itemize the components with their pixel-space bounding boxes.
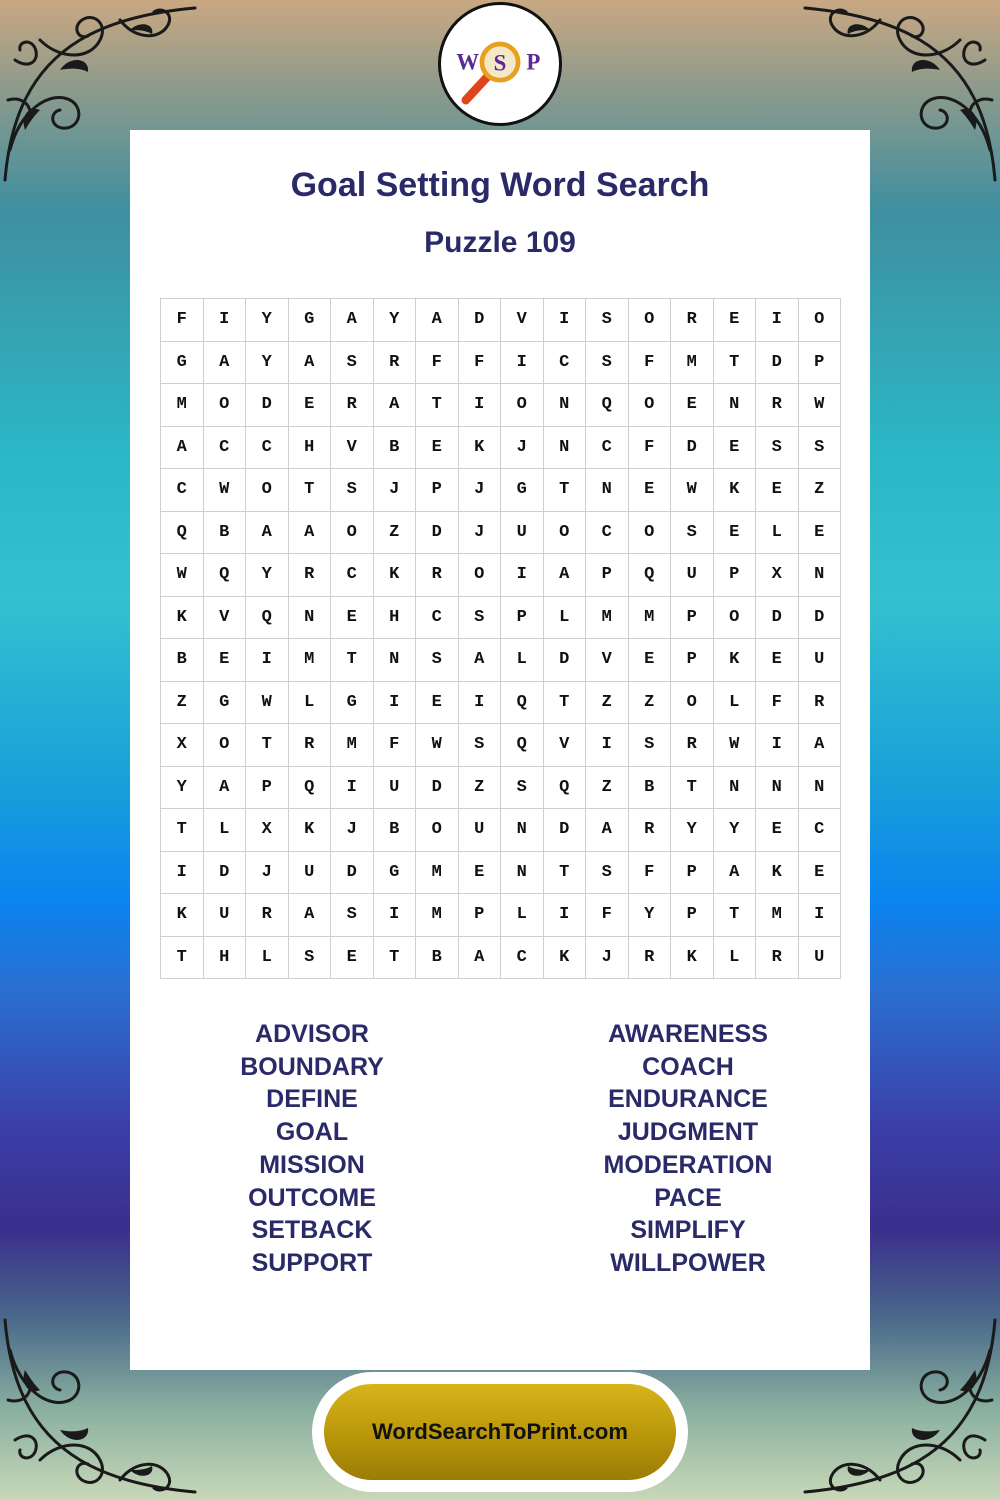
grid-cell[interactable]: U	[204, 894, 247, 937]
grid-cell[interactable]: E	[756, 809, 799, 852]
grid-cell[interactable]: I	[799, 894, 842, 937]
grid-cell[interactable]: N	[586, 469, 629, 512]
grid-cell[interactable]: A	[714, 852, 757, 895]
grid-cell[interactable]: N	[714, 384, 757, 427]
grid-cell[interactable]: I	[331, 767, 374, 810]
grid-cell[interactable]: N	[289, 597, 332, 640]
word-item: BOUNDARY	[240, 1052, 384, 1081]
grid-cell[interactable]: S	[586, 342, 629, 385]
grid-cell[interactable]: D	[204, 852, 247, 895]
website-link[interactable]: WordSearchToPrint.com	[324, 1384, 676, 1480]
grid-cell[interactable]: V	[544, 724, 587, 767]
grid-cell[interactable]: Z	[459, 767, 502, 810]
grid-cell[interactable]: R	[374, 342, 417, 385]
grid-cell[interactable]: Z	[629, 682, 672, 725]
grid-cell[interactable]: A	[331, 299, 374, 342]
grid-cell[interactable]: K	[459, 427, 502, 470]
grid-cell[interactable]: R	[629, 809, 672, 852]
grid-cell[interactable]: E	[714, 427, 757, 470]
grid-cell[interactable]: F	[756, 682, 799, 725]
grid-cell[interactable]: E	[714, 299, 757, 342]
grid-cell[interactable]: T	[246, 724, 289, 767]
grid-cell[interactable]: I	[544, 299, 587, 342]
grid-cell[interactable]: C	[331, 554, 374, 597]
grid-cell[interactable]: J	[459, 469, 502, 512]
grid-cell[interactable]: A	[161, 427, 204, 470]
grid-cell[interactable]: P	[671, 639, 714, 682]
grid-cell[interactable]: R	[289, 724, 332, 767]
grid-cell[interactable]: S	[331, 894, 374, 937]
grid-cell[interactable]: Q	[629, 554, 672, 597]
grid-cell[interactable]: I	[204, 299, 247, 342]
grid-cell[interactable]: K	[161, 894, 204, 937]
grid-cell[interactable]: T	[714, 894, 757, 937]
grid-cell[interactable]: Y	[246, 342, 289, 385]
grid-cell[interactable]: T	[544, 469, 587, 512]
grid-cell[interactable]: U	[799, 937, 842, 980]
word-item: ENDURANCE	[608, 1085, 768, 1114]
grid-cell[interactable]: L	[501, 894, 544, 937]
grid-cell[interactable]: A	[204, 767, 247, 810]
word-item: DEFINE	[266, 1085, 358, 1114]
grid-cell[interactable]: O	[459, 554, 502, 597]
grid-cell[interactable]: R	[629, 937, 672, 980]
grid-cell[interactable]: S	[799, 427, 842, 470]
word-item: OUTCOME	[248, 1183, 376, 1212]
grid-cell[interactable]: C	[246, 427, 289, 470]
grid-cell[interactable]: G	[161, 342, 204, 385]
puzzle-card	[130, 130, 870, 1370]
grid-cell[interactable]: A	[289, 512, 332, 555]
grid-cell[interactable]: O	[416, 809, 459, 852]
website-badge	[312, 1372, 688, 1492]
grid-cell[interactable]: J	[374, 469, 417, 512]
grid-cell[interactable]: R	[671, 299, 714, 342]
word-list-right-column	[538, 1018, 838, 1280]
grid-cell[interactable]: S	[459, 724, 502, 767]
grid-cell[interactable]: L	[246, 937, 289, 980]
grid-cell[interactable]: F	[416, 342, 459, 385]
grid-cell[interactable]: Y	[161, 767, 204, 810]
grid-cell[interactable]: T	[714, 342, 757, 385]
grid-cell[interactable]: O	[629, 512, 672, 555]
grid-cell[interactable]: E	[629, 469, 672, 512]
grid-cell[interactable]: W	[671, 469, 714, 512]
grid-cell[interactable]: M	[671, 342, 714, 385]
grid-cell[interactable]: I	[586, 724, 629, 767]
grid-cell[interactable]: R	[331, 384, 374, 427]
grid-cell[interactable]: B	[629, 767, 672, 810]
grid-cell[interactable]: T	[331, 639, 374, 682]
grid-cell[interactable]: N	[714, 767, 757, 810]
grid-cell[interactable]: Q	[501, 682, 544, 725]
grid-cell[interactable]: J	[331, 809, 374, 852]
grid-cell[interactable]: P	[586, 554, 629, 597]
grid-cell[interactable]: U	[459, 809, 502, 852]
grid-cell[interactable]: P	[671, 852, 714, 895]
grid-cell[interactable]: R	[289, 554, 332, 597]
grid-cell[interactable]: M	[416, 852, 459, 895]
grid-cell[interactable]: T	[289, 469, 332, 512]
grid-cell[interactable]: G	[289, 299, 332, 342]
grid-cell[interactable]: M	[629, 597, 672, 640]
grid-cell[interactable]: V	[501, 299, 544, 342]
grid-cell[interactable]: I	[374, 682, 417, 725]
grid-cell[interactable]: I	[161, 852, 204, 895]
grid-cell[interactable]: M	[161, 384, 204, 427]
grid-cell[interactable]: A	[246, 512, 289, 555]
grid-cell[interactable]: Y	[671, 809, 714, 852]
grid-cell[interactable]: C	[586, 427, 629, 470]
grid-cell[interactable]: M	[289, 639, 332, 682]
grid-cell[interactable]: Q	[246, 597, 289, 640]
grid-cell[interactable]: U	[289, 852, 332, 895]
grid-cell[interactable]: V	[586, 639, 629, 682]
grid-cell[interactable]: Q	[544, 767, 587, 810]
grid-cell[interactable]: N	[501, 809, 544, 852]
grid-cell[interactable]: F	[629, 342, 672, 385]
word-item: AWARENESS	[608, 1020, 768, 1048]
grid-cell[interactable]: L	[756, 512, 799, 555]
grid-cell[interactable]: D	[756, 342, 799, 385]
grid-cell[interactable]: O	[629, 299, 672, 342]
logo-letter-s: S	[493, 50, 507, 76]
grid-cell[interactable]: C	[799, 809, 842, 852]
grid-cell[interactable]: T	[544, 852, 587, 895]
grid-cell[interactable]: N	[544, 384, 587, 427]
grid-cell[interactable]: U	[799, 639, 842, 682]
grid-cell[interactable]: G	[331, 682, 374, 725]
grid-cell[interactable]: V	[331, 427, 374, 470]
grid-cell[interactable]: D	[416, 767, 459, 810]
grid-cell[interactable]: P	[799, 342, 842, 385]
grid-cell[interactable]: M	[416, 894, 459, 937]
word-item: COACH	[642, 1052, 734, 1081]
grid-cell[interactable]: O	[544, 512, 587, 555]
grid-cell[interactable]: L	[714, 682, 757, 725]
grid-cell[interactable]: L	[204, 809, 247, 852]
grid-cell[interactable]: S	[501, 767, 544, 810]
grid-cell[interactable]: L	[544, 597, 587, 640]
grid-cell[interactable]: S	[331, 342, 374, 385]
grid-cell[interactable]: C	[586, 512, 629, 555]
letter-grid	[160, 298, 841, 979]
grid-cell[interactable]: U	[374, 767, 417, 810]
grid-cell[interactable]: K	[374, 554, 417, 597]
grid-cell[interactable]: L	[501, 639, 544, 682]
grid-cell[interactable]: E	[799, 852, 842, 895]
grid-cell[interactable]: B	[374, 809, 417, 852]
grid-cell[interactable]: F	[161, 299, 204, 342]
grid-cell[interactable]: Y	[374, 299, 417, 342]
grid-cell[interactable]: W	[799, 384, 842, 427]
grid-cell[interactable]: Q	[289, 767, 332, 810]
grid-cell[interactable]: L	[714, 937, 757, 980]
grid-cell[interactable]: N	[544, 427, 587, 470]
grid-cell[interactable]: W	[246, 682, 289, 725]
grid-cell[interactable]: C	[544, 342, 587, 385]
grid-cell[interactable]: K	[544, 937, 587, 980]
grid-cell[interactable]: J	[246, 852, 289, 895]
grid-cell[interactable]: A	[586, 809, 629, 852]
grid-cell[interactable]: O	[629, 384, 672, 427]
grid-cell[interactable]: N	[501, 852, 544, 895]
grid-cell[interactable]: E	[331, 937, 374, 980]
grid-cell[interactable]: H	[204, 937, 247, 980]
grid-cell[interactable]: I	[374, 894, 417, 937]
grid-cell[interactable]: Q	[501, 724, 544, 767]
grid-cell[interactable]: P	[501, 597, 544, 640]
grid-cell[interactable]: U	[671, 554, 714, 597]
grid-cell[interactable]: P	[459, 894, 502, 937]
grid-cell[interactable]: Z	[799, 469, 842, 512]
grid-cell[interactable]: Q	[204, 554, 247, 597]
grid-cell[interactable]: T	[161, 809, 204, 852]
grid-cell[interactable]: D	[246, 384, 289, 427]
grid-cell[interactable]: W	[161, 554, 204, 597]
grid-cell[interactable]: H	[289, 427, 332, 470]
grid-cell[interactable]: O	[331, 512, 374, 555]
grid-cell[interactable]: X	[161, 724, 204, 767]
grid-cell[interactable]: S	[586, 299, 629, 342]
grid-cell[interactable]: C	[204, 427, 247, 470]
grid-cell[interactable]: A	[416, 299, 459, 342]
grid-cell[interactable]: R	[416, 554, 459, 597]
grid-cell[interactable]: X	[246, 809, 289, 852]
grid-cell[interactable]: K	[714, 639, 757, 682]
grid-cell[interactable]: A	[289, 342, 332, 385]
grid-cell[interactable]: O	[246, 469, 289, 512]
grid-cell[interactable]: D	[799, 597, 842, 640]
grid-cell[interactable]: F	[629, 427, 672, 470]
grid-cell[interactable]: P	[714, 554, 757, 597]
word-item: SUPPORT	[251, 1248, 373, 1277]
grid-cell[interactable]: D	[331, 852, 374, 895]
word-item: PACE	[654, 1183, 722, 1212]
word-item: MISSION	[259, 1150, 365, 1179]
grid-cell[interactable]: J	[459, 512, 502, 555]
grid-cell[interactable]: S	[756, 427, 799, 470]
grid-cell[interactable]: M	[756, 894, 799, 937]
grid-cell[interactable]: K	[671, 937, 714, 980]
grid-cell[interactable]: D	[416, 512, 459, 555]
word-item: ADVISOR	[255, 1020, 369, 1048]
grid-cell[interactable]: Q	[161, 512, 204, 555]
grid-cell[interactable]: S	[629, 724, 672, 767]
grid-cell[interactable]: N	[799, 767, 842, 810]
grid-cell[interactable]: E	[671, 384, 714, 427]
grid-cell[interactable]: X	[756, 554, 799, 597]
grid-cell[interactable]: R	[246, 894, 289, 937]
grid-cell[interactable]: Q	[586, 384, 629, 427]
grid-cell[interactable]: N	[756, 767, 799, 810]
grid-cell[interactable]: F	[459, 342, 502, 385]
grid-cell[interactable]: P	[416, 469, 459, 512]
grid-cell[interactable]: E	[204, 639, 247, 682]
grid-cell[interactable]: B	[416, 937, 459, 980]
grid-cell[interactable]: A	[459, 937, 502, 980]
grid-cell[interactable]: K	[714, 469, 757, 512]
grid-cell[interactable]: Z	[586, 682, 629, 725]
grid-cell[interactable]: Y	[629, 894, 672, 937]
grid-cell[interactable]: Z	[374, 512, 417, 555]
grid-cell[interactable]: O	[501, 384, 544, 427]
puzzle-number: Puzzle 109	[424, 226, 576, 259]
grid-cell[interactable]: O	[204, 724, 247, 767]
grid-cell[interactable]: E	[756, 469, 799, 512]
grid-cell[interactable]: A	[544, 554, 587, 597]
grid-cell[interactable]: I	[544, 894, 587, 937]
grid-cell[interactable]: Y	[246, 554, 289, 597]
grid-cell[interactable]: B	[374, 427, 417, 470]
grid-cell[interactable]: K	[289, 809, 332, 852]
grid-cell[interactable]: W	[204, 469, 247, 512]
grid-cell[interactable]: H	[374, 597, 417, 640]
grid-cell[interactable]: D	[671, 427, 714, 470]
grid-cell[interactable]: R	[756, 384, 799, 427]
grid-cell[interactable]: S	[289, 937, 332, 980]
grid-cell[interactable]: I	[459, 384, 502, 427]
grid-cell[interactable]: W	[416, 724, 459, 767]
grid-cell[interactable]: D	[544, 809, 587, 852]
word-item: GOAL	[275, 1118, 349, 1147]
grid-cell[interactable]: S	[331, 469, 374, 512]
grid-cell[interactable]: E	[756, 639, 799, 682]
grid-cell[interactable]: I	[501, 554, 544, 597]
grid-cell[interactable]: A	[204, 342, 247, 385]
grid-cell[interactable]: L	[289, 682, 332, 725]
grid-cell[interactable]: P	[671, 894, 714, 937]
grid-cell[interactable]: P	[246, 767, 289, 810]
grid-cell[interactable]: G	[204, 682, 247, 725]
grid-cell[interactable]: O	[671, 682, 714, 725]
grid-cell[interactable]: S	[586, 852, 629, 895]
grid-cell[interactable]: E	[714, 512, 757, 555]
word-item: WILLPOWER	[610, 1248, 766, 1277]
grid-cell[interactable]: T	[671, 767, 714, 810]
grid-cell[interactable]: Z	[161, 682, 204, 725]
grid-cell[interactable]: K	[756, 852, 799, 895]
grid-cell[interactable]: Y	[246, 299, 289, 342]
grid-cell[interactable]: A	[374, 384, 417, 427]
grid-cell[interactable]: A	[289, 894, 332, 937]
word-item: MODERATION	[603, 1150, 773, 1179]
grid-cell[interactable]: N	[799, 554, 842, 597]
grid-cell[interactable]: E	[459, 852, 502, 895]
grid-cell[interactable]: I	[756, 299, 799, 342]
grid-cell[interactable]: E	[629, 639, 672, 682]
grid-cell[interactable]: B	[204, 512, 247, 555]
grid-cell[interactable]: G	[374, 852, 417, 895]
grid-cell[interactable]: P	[671, 597, 714, 640]
grid-cell[interactable]: S	[459, 597, 502, 640]
grid-cell[interactable]: T	[374, 937, 417, 980]
logo-letter-w: W	[456, 49, 480, 75]
grid-cell[interactable]: C	[416, 597, 459, 640]
grid-cell[interactable]: J	[501, 427, 544, 470]
grid-cell[interactable]: O	[714, 597, 757, 640]
grid-cell[interactable]: W	[714, 724, 757, 767]
grid-cell[interactable]: K	[161, 597, 204, 640]
grid-cell[interactable]: M	[586, 597, 629, 640]
grid-cell[interactable]: V	[204, 597, 247, 640]
grid-cell[interactable]: A	[799, 724, 842, 767]
word-item: SETBACK	[251, 1216, 373, 1245]
grid-cell[interactable]: N	[374, 639, 417, 682]
grid-cell[interactable]: J	[586, 937, 629, 980]
grid-cell[interactable]: C	[161, 469, 204, 512]
grid-cell[interactable]: O	[204, 384, 247, 427]
grid-cell[interactable]: R	[671, 724, 714, 767]
grid-cell[interactable]: R	[799, 682, 842, 725]
grid-cell[interactable]: R	[756, 937, 799, 980]
grid-cell[interactable]: S	[416, 639, 459, 682]
site-logo[interactable]	[438, 2, 562, 126]
grid-cell[interactable]: D	[756, 597, 799, 640]
grid-cell[interactable]: I	[501, 342, 544, 385]
grid-cell[interactable]: F	[586, 894, 629, 937]
word-list-left-column	[162, 1018, 462, 1280]
magnifier-logo-icon	[441, 5, 559, 123]
grid-cell[interactable]: G	[501, 469, 544, 512]
grid-cell[interactable]: D	[544, 639, 587, 682]
grid-cell[interactable]: T	[416, 384, 459, 427]
grid-cell[interactable]: O	[799, 299, 842, 342]
grid-cell[interactable]: E	[416, 427, 459, 470]
grid-cell[interactable]: T	[161, 937, 204, 980]
grid-cell[interactable]: D	[459, 299, 502, 342]
logo-letter-p: P	[526, 49, 541, 75]
grid-cell[interactable]: C	[501, 937, 544, 980]
grid-cell[interactable]: E	[331, 597, 374, 640]
grid-cell[interactable]: Z	[586, 767, 629, 810]
grid-cell[interactable]: E	[799, 512, 842, 555]
grid-cell[interactable]: B	[161, 639, 204, 682]
grid-cell[interactable]: E	[416, 682, 459, 725]
grid-cell[interactable]: F	[374, 724, 417, 767]
grid-cell[interactable]: S	[671, 512, 714, 555]
grid-cell[interactable]: I	[756, 724, 799, 767]
grid-cell[interactable]: M	[331, 724, 374, 767]
puzzle-title: Goal Setting Word Search	[290, 166, 710, 204]
grid-cell[interactable]: U	[501, 512, 544, 555]
grid-cell[interactable]: A	[459, 639, 502, 682]
grid-cell[interactable]: T	[544, 682, 587, 725]
grid-cell[interactable]: E	[289, 384, 332, 427]
grid-cell[interactable]: F	[629, 852, 672, 895]
grid-cell[interactable]: I	[459, 682, 502, 725]
grid-cell[interactable]: Y	[714, 809, 757, 852]
grid-cell[interactable]: I	[246, 639, 289, 682]
word-item: SIMPLIFY	[630, 1216, 746, 1245]
word-item: JUDGMENT	[617, 1118, 759, 1147]
